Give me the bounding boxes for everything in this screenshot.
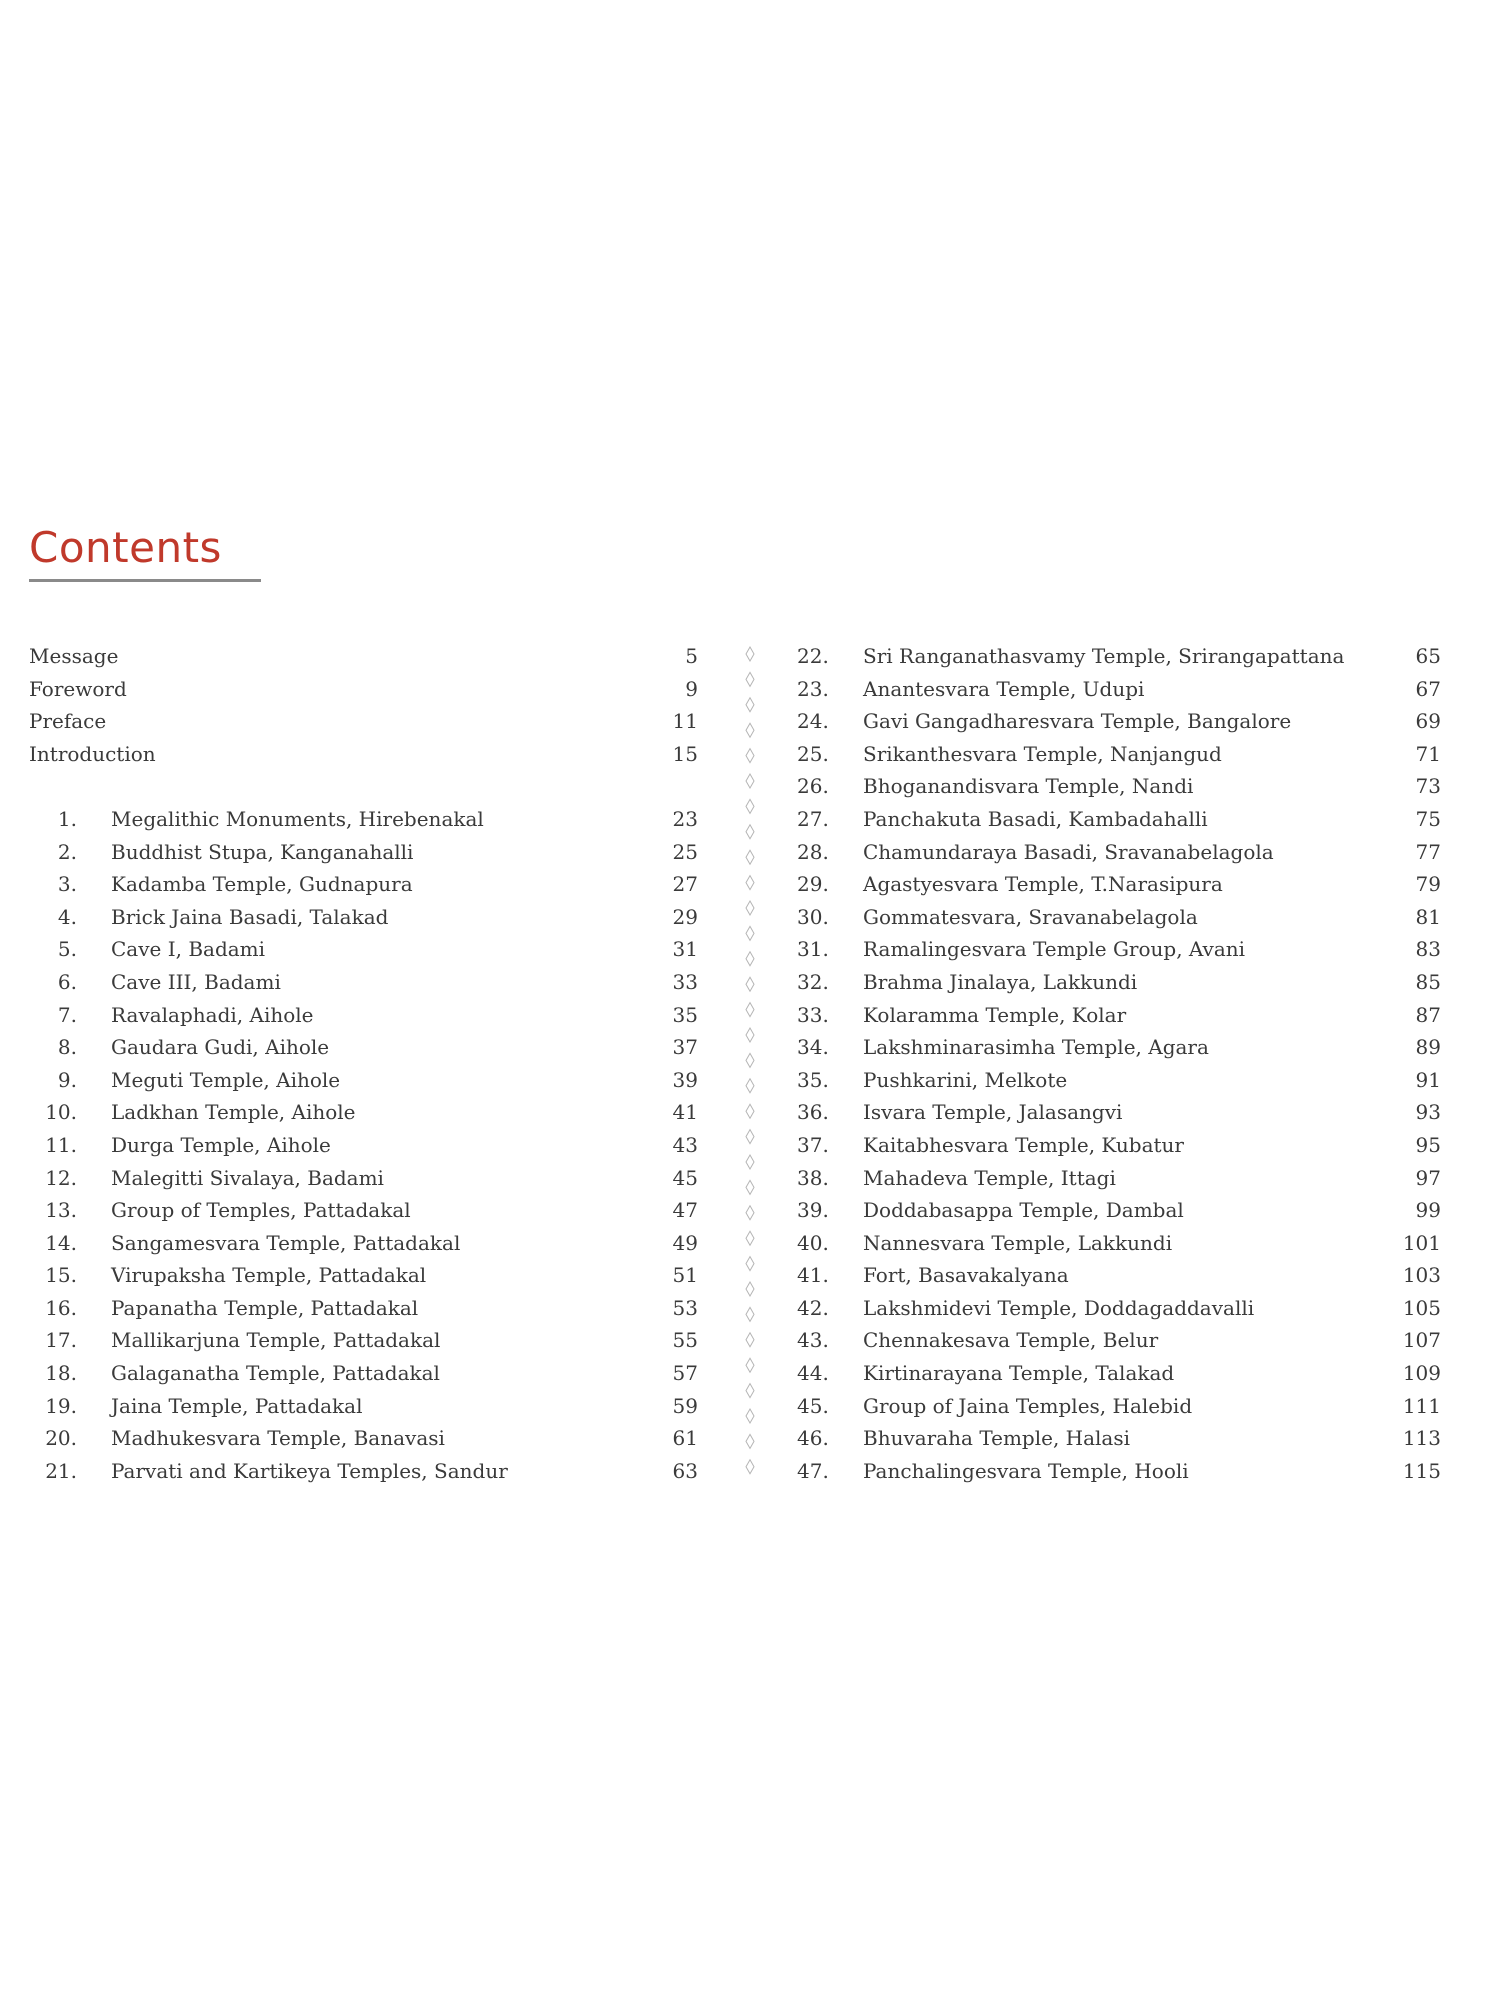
toc-entry-number: 11. xyxy=(45,1132,77,1157)
toc-entry-number: 19. xyxy=(45,1393,77,1418)
toc-entry-page: 81 xyxy=(1415,904,1441,929)
toc-entry-page: 29 xyxy=(672,904,698,929)
toc-entry[interactable] xyxy=(797,1129,1445,1162)
toc-entry-page: 49 xyxy=(672,1230,698,1255)
toc-entry-label: Ravalaphadi, Aihole xyxy=(111,1002,314,1027)
diamond-ornament xyxy=(746,1003,754,1017)
toc-entry-number: 25. xyxy=(797,741,829,766)
toc-entry[interactable] xyxy=(29,1227,698,1260)
toc-entry-page: 35 xyxy=(672,1002,698,1027)
toc-entry-number: 14. xyxy=(45,1230,77,1255)
diamond-ornament xyxy=(746,1130,754,1144)
toc-entry-page: 63 xyxy=(672,1458,698,1483)
toc-entry-label: Preface xyxy=(29,709,107,734)
toc-entry-label: Chennakesava Temple, Belur xyxy=(863,1328,1159,1353)
toc-entry[interactable] xyxy=(797,1194,1445,1227)
diamond-ornament xyxy=(746,672,754,686)
toc-entry-number: 10. xyxy=(45,1100,77,1125)
toc-entry-number: 22. xyxy=(797,644,829,668)
toc-entry-number: 44. xyxy=(797,1361,829,1386)
toc-entry-page: 97 xyxy=(1415,1165,1441,1190)
diamond-ornament xyxy=(746,774,754,788)
toc-entry-label: Anantesvara Temple, Udupi xyxy=(863,676,1145,701)
toc-entry-label: Megalithic Monuments, Hirebenakal xyxy=(111,806,484,831)
toc-entry-label: Brahma Jinalaya, Lakkundi xyxy=(863,969,1138,994)
toc-entry-number: 5. xyxy=(57,937,77,962)
toc-entry-number: 20. xyxy=(45,1426,77,1451)
toc-entry-label: Jaina Temple, Pattadakal xyxy=(111,1393,363,1418)
toc-entry-number: 23. xyxy=(797,676,829,701)
toc-entry-number: 24. xyxy=(797,709,829,734)
diamond-ornament xyxy=(746,647,754,661)
toc-entry-label: Panchakuta Basadi, Kambadahalli xyxy=(863,806,1208,831)
toc-entry[interactable] xyxy=(797,1292,1445,1325)
toc-entry-label: Isvara Temple, Jalasangvi xyxy=(863,1100,1123,1125)
toc-entry-number: 31. xyxy=(797,937,829,962)
toc-entry-message[interactable] xyxy=(29,640,698,673)
toc-entry[interactable] xyxy=(797,1162,1445,1195)
toc-entry-page: 85 xyxy=(1415,969,1441,994)
toc-entry-page: 105 xyxy=(1402,1295,1441,1320)
toc-entry-label: Foreword xyxy=(29,676,127,701)
toc-entry-label: Srikanthesvara Temple, Nanjangud xyxy=(863,741,1222,766)
diamond-ornament xyxy=(746,1333,754,1347)
section-spacer xyxy=(29,770,694,803)
toc-entry-page: 83 xyxy=(1415,937,1441,962)
toc-entry-page: 69 xyxy=(1415,709,1441,734)
toc-entry-page: 107 xyxy=(1402,1328,1441,1353)
toc-entry[interactable] xyxy=(797,1031,1445,1064)
diamond-ornament xyxy=(746,1282,754,1296)
toc-entry-label: Brick Jaina Basadi, Talakad xyxy=(111,904,389,929)
toc-entry-label: Group of Temples, Pattadakal xyxy=(111,1198,411,1223)
toc-entry-label: Ramalingesvara Temple Group, Avani xyxy=(863,937,1246,962)
toc-entry-number: 7. xyxy=(57,1002,77,1027)
diamond-ornament xyxy=(746,1206,754,1220)
toc-entry-number: 9. xyxy=(57,1067,77,1092)
diamond-ornament xyxy=(746,825,754,839)
diamond-ornament xyxy=(746,1028,754,1042)
toc-entry[interactable] xyxy=(29,1455,698,1488)
toc-entry-number: 35. xyxy=(797,1067,829,1092)
toc-entry-label: Galaganatha Temple, Pattadakal xyxy=(111,1361,440,1386)
toc-entry-page: 67 xyxy=(1415,676,1441,701)
toc-entry-label: Papanatha Temple, Pattadakal xyxy=(111,1295,419,1320)
diamond-ornament xyxy=(746,698,754,712)
toc-entry-label: Pushkarini, Melkote xyxy=(863,1067,1068,1092)
toc-entry[interactable] xyxy=(29,1292,698,1325)
toc-entry[interactable] xyxy=(797,1390,1445,1423)
toc-entry-number: 45. xyxy=(797,1393,829,1418)
toc-entry-label: Kaitabhesvara Temple, Kubatur xyxy=(863,1132,1184,1157)
toc-entry-label: Kadamba Temple, Gudnapura xyxy=(111,872,413,897)
toc-entry-page: 9 xyxy=(685,676,698,701)
toc-entry-page: 11 xyxy=(672,709,698,734)
toc-entry[interactable] xyxy=(29,966,698,999)
toc-entry-label: Gavi Gangadharesvara Temple, Bangalore xyxy=(863,709,1292,734)
toc-entry-page: 65 xyxy=(1415,644,1441,668)
toc-entry[interactable] xyxy=(797,933,1445,966)
toc-entry[interactable] xyxy=(797,836,1445,869)
diamond-ornament xyxy=(746,1434,754,1448)
toc-entry-number: 46. xyxy=(797,1426,829,1451)
toc-entry-number: 30. xyxy=(797,904,829,929)
toc-entry[interactable] xyxy=(29,1357,698,1390)
toc-entry[interactable] xyxy=(29,933,698,966)
toc-entry-label: Madhukesvara Temple, Banavasi xyxy=(111,1426,445,1451)
toc-entry-page: 57 xyxy=(672,1361,698,1386)
toc-entry-page: 47 xyxy=(672,1198,698,1223)
toc-entry-label: Message xyxy=(29,644,119,668)
toc-entry-number: 6. xyxy=(57,969,77,994)
diamond-ornament xyxy=(746,1155,754,1169)
toc-entry[interactable] xyxy=(797,868,1445,901)
toc-entry-label: Kirtinarayana Temple, Talakad xyxy=(863,1361,1175,1386)
toc-entry[interactable] xyxy=(797,738,1445,771)
toc-entry-page: 55 xyxy=(672,1328,698,1353)
toc-entry-number: 15. xyxy=(45,1263,77,1288)
toc-entry-page: 75 xyxy=(1415,806,1441,831)
toc-entry-number: 34. xyxy=(797,1035,829,1060)
toc-entry[interactable] xyxy=(797,705,1445,738)
toc-entry[interactable] xyxy=(29,1324,698,1357)
toc-entry-page: 101 xyxy=(1402,1230,1441,1255)
diamond-ornament xyxy=(746,901,754,915)
toc-entry-number: 12. xyxy=(45,1165,77,1190)
toc-entry-label: Durga Temple, Aihole xyxy=(111,1132,331,1157)
toc-entry-number: 3. xyxy=(57,872,77,897)
toc-entry-number: 2. xyxy=(57,839,77,864)
toc-entry-page: 39 xyxy=(672,1067,698,1092)
toc-entry-number: 29. xyxy=(797,872,829,897)
toc-entry-label: Parvati and Kartikeya Temples, Sandur xyxy=(111,1458,508,1483)
toc-entry-page: 61 xyxy=(672,1426,698,1451)
toc-entry-foreword[interactable] xyxy=(29,673,698,706)
toc-entry[interactable] xyxy=(29,1194,698,1227)
toc-entry-page: 89 xyxy=(1415,1035,1441,1060)
toc-entry-number: 47. xyxy=(797,1458,829,1483)
diamond-ornament xyxy=(746,1104,754,1118)
toc-entry[interactable] xyxy=(29,803,698,836)
diamond-ornament xyxy=(746,1460,754,1474)
toc-entry-introduction[interactable] xyxy=(29,738,698,771)
toc-entry-label: Virupaksha Temple, Pattadakal xyxy=(111,1263,427,1288)
toc-entry-page: 111 xyxy=(1402,1393,1441,1418)
toc-entry[interactable] xyxy=(797,673,1445,706)
toc-entry-number: 28. xyxy=(797,839,829,864)
toc-entry-number: 42. xyxy=(797,1295,829,1320)
toc-entry-label: Introduction xyxy=(29,741,156,766)
toc-entry-page: 51 xyxy=(672,1263,698,1288)
toc-entry-number: 43. xyxy=(797,1328,829,1353)
toc-entry-number: 38. xyxy=(797,1165,829,1190)
toc-entry-label: Cave I, Badami xyxy=(111,937,266,962)
diamond-ornament xyxy=(746,1180,754,1194)
toc-entry-label: Lakshmidevi Temple, Doddagaddavalli xyxy=(863,1295,1255,1320)
toc-entry-preface[interactable] xyxy=(29,705,698,738)
toc-entry-label: Sri Ranganathasvamy Temple, Srirangapattana xyxy=(863,644,1345,668)
diamond-ornament xyxy=(746,926,754,940)
diamond-ornament xyxy=(746,723,754,737)
toc-entry-page: 27 xyxy=(672,872,698,897)
toc-entry-page: 59 xyxy=(672,1393,698,1418)
toc-entry-number: 40. xyxy=(797,1230,829,1255)
title-underline xyxy=(29,579,261,582)
toc-entry[interactable] xyxy=(29,901,698,934)
toc-entry-number: 4. xyxy=(57,904,77,929)
toc-entry-page: 73 xyxy=(1415,774,1441,799)
toc-entry[interactable] xyxy=(797,1227,1445,1260)
toc-entry-label: Nannesvara Temple, Lakkundi xyxy=(863,1230,1173,1255)
toc-entry-page: 103 xyxy=(1402,1263,1441,1288)
toc-entry-number: 16. xyxy=(45,1295,77,1320)
diamond-ornament xyxy=(746,1079,754,1093)
toc-entry[interactable] xyxy=(797,1096,1445,1129)
toc-entry-label: Sangamesvara Temple, Pattadakal xyxy=(111,1230,461,1255)
toc-entry[interactable] xyxy=(29,1390,698,1423)
toc-entry-page: 5 xyxy=(685,644,698,668)
toc-entry-number: 1. xyxy=(57,806,77,831)
toc-entry-label: Malegitti Sivalaya, Badami xyxy=(111,1165,384,1190)
toc-entry[interactable] xyxy=(29,1259,698,1292)
toc-entry[interactable] xyxy=(797,1064,1445,1097)
diamond-ornament xyxy=(746,952,754,966)
toc-entry-label: Meguti Temple, Aihole xyxy=(111,1067,341,1092)
diamond-ornament xyxy=(746,850,754,864)
diamond-divider xyxy=(740,646,760,1486)
diamond-ornament xyxy=(746,1257,754,1271)
toc-entry-page: 109 xyxy=(1402,1361,1441,1386)
toc-entry-label: Gommatesvara, Sravanabelagola xyxy=(863,904,1198,929)
diamond-ornament xyxy=(746,1307,754,1321)
toc-entry[interactable] xyxy=(797,803,1445,836)
toc-entry[interactable] xyxy=(797,770,1445,803)
toc-entry[interactable] xyxy=(797,999,1445,1032)
toc-entry-page: 71 xyxy=(1415,741,1441,766)
toc-entry-label: Mallikarjuna Temple, Pattadakal xyxy=(111,1328,441,1353)
toc-entry-page: 95 xyxy=(1415,1132,1441,1157)
toc-entry-number: 21. xyxy=(45,1458,77,1483)
toc-entry-number: 18. xyxy=(45,1361,77,1386)
toc-entry[interactable] xyxy=(29,1129,698,1162)
diamond-ornament xyxy=(746,1384,754,1398)
contents-right-column xyxy=(797,640,1445,1487)
toc-entry-label: Ladkhan Temple, Aihole xyxy=(111,1100,356,1125)
toc-entry-label: Agastyesvara Temple, T.Narasipura xyxy=(863,872,1223,897)
diamond-ornament xyxy=(746,1053,754,1067)
toc-entry[interactable] xyxy=(29,1162,698,1195)
toc-entry-label: Cave III, Badami xyxy=(111,969,281,994)
diamond-ornament xyxy=(746,749,754,763)
toc-entry-page: 115 xyxy=(1402,1458,1441,1483)
diamond-ornament xyxy=(746,1231,754,1245)
toc-entry-page: 87 xyxy=(1415,1002,1441,1027)
toc-entry[interactable] xyxy=(29,836,698,869)
toc-entry[interactable] xyxy=(797,1357,1445,1390)
toc-entry-page: 91 xyxy=(1415,1067,1441,1092)
toc-entry-label: Mahadeva Temple, Ittagi xyxy=(863,1165,1116,1190)
toc-entry-number: 27. xyxy=(797,806,829,831)
toc-entry[interactable] xyxy=(29,1096,698,1129)
toc-entry-page: 79 xyxy=(1415,872,1441,897)
toc-entry[interactable] xyxy=(29,1064,698,1097)
toc-entry-number: 17. xyxy=(45,1328,77,1353)
toc-entry-label: Chamundaraya Basadi, Sravanabelagola xyxy=(863,839,1274,864)
diamond-ornament xyxy=(746,977,754,991)
toc-entry-page: 25 xyxy=(672,839,698,864)
diamond-ornament xyxy=(746,799,754,813)
toc-entry-number: 8. xyxy=(57,1035,77,1060)
toc-entry-label: Buddhist Stupa, Kanganahalli xyxy=(111,839,414,864)
toc-entry-label: Panchalingesvara Temple, Hooli xyxy=(863,1458,1189,1483)
toc-entry-page: 43 xyxy=(672,1132,698,1157)
toc-entry-page: 45 xyxy=(672,1165,698,1190)
toc-entry[interactable] xyxy=(29,1422,698,1455)
toc-entry[interactable] xyxy=(797,1455,1445,1488)
toc-entry-page: 53 xyxy=(672,1295,698,1320)
toc-entry-page: 93 xyxy=(1415,1100,1441,1125)
toc-entry-number: 36. xyxy=(797,1100,829,1125)
toc-entry-number: 41. xyxy=(797,1263,829,1288)
diamond-ornament xyxy=(746,876,754,890)
toc-entry[interactable] xyxy=(29,868,698,901)
toc-entry-number: 26. xyxy=(797,774,829,799)
toc-entry[interactable] xyxy=(797,640,1445,673)
toc-entry[interactable] xyxy=(797,1422,1445,1455)
toc-entry-label: Group of Jaina Temples, Halebid xyxy=(863,1393,1193,1418)
toc-entry-number: 33. xyxy=(797,1002,829,1027)
toc-entry[interactable] xyxy=(797,1259,1445,1292)
toc-entry[interactable] xyxy=(29,999,698,1032)
toc-entry-label: Lakshminarasimha Temple, Agara xyxy=(863,1035,1209,1060)
toc-entry-page: 23 xyxy=(672,806,698,831)
diamond-ornament xyxy=(746,1409,754,1423)
toc-entry-label: Fort, Basavakalyana xyxy=(863,1263,1069,1288)
toc-entry-number: 13. xyxy=(45,1198,77,1223)
toc-entry-page: 15 xyxy=(672,741,698,766)
toc-entry-page: 41 xyxy=(672,1100,698,1125)
toc-entry[interactable] xyxy=(797,1324,1445,1357)
toc-entry-label: Bhoganandisvara Temple, Nandi xyxy=(863,774,1194,799)
toc-entry[interactable] xyxy=(29,1031,698,1064)
toc-entry-label: Doddabasappa Temple, Dambal xyxy=(863,1198,1184,1223)
toc-entry-label: Kolaramma Temple, Kolar xyxy=(863,1002,1127,1027)
toc-entry-number: 39. xyxy=(797,1198,829,1223)
toc-entry-number: 32. xyxy=(797,969,829,994)
toc-entry-page: 31 xyxy=(672,937,698,962)
page-title: Contents xyxy=(29,523,222,572)
toc-entry-page: 77 xyxy=(1415,839,1441,864)
toc-entry-page: 37 xyxy=(672,1035,698,1060)
toc-entry-label: Bhuvaraha Temple, Halasi xyxy=(863,1426,1131,1451)
toc-entry-label: Gaudara Gudi, Aihole xyxy=(111,1035,330,1060)
toc-entry[interactable] xyxy=(797,966,1445,999)
toc-entry-number: 37. xyxy=(797,1132,829,1157)
toc-entry-page: 33 xyxy=(672,969,698,994)
diamond-ornament xyxy=(746,1358,754,1372)
contents-left-column xyxy=(29,640,698,1487)
toc-entry-page: 113 xyxy=(1402,1426,1441,1451)
toc-entry-page: 99 xyxy=(1415,1198,1441,1223)
toc-entry[interactable] xyxy=(797,901,1445,934)
